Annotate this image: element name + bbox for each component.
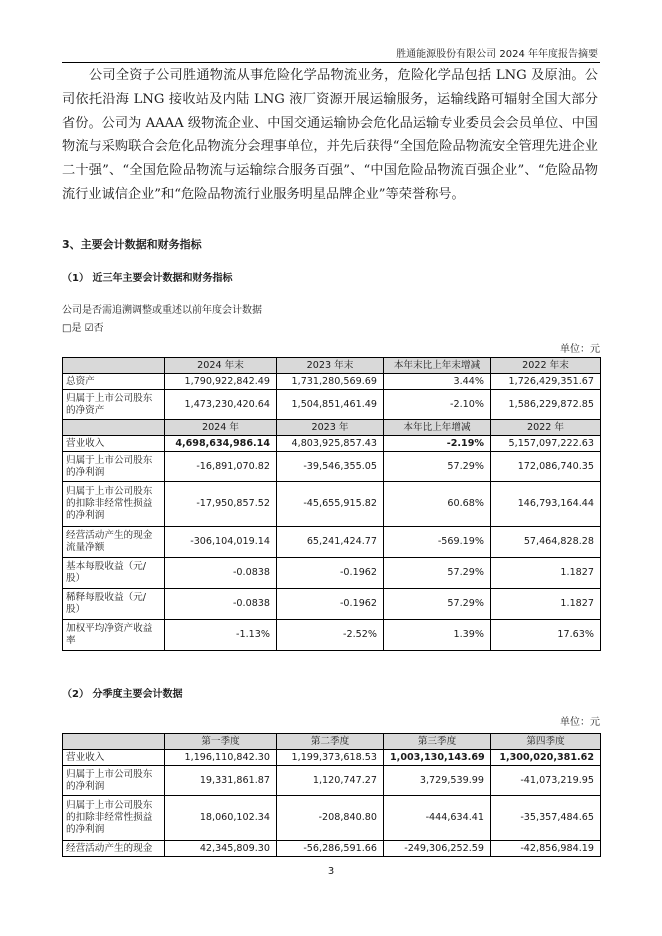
header-cell: 第二季度: [277, 734, 384, 750]
row-label: 经营活动产生的现金流量净额: [63, 527, 165, 558]
value-cell: -45,655,915.82: [277, 482, 384, 527]
subsection-title-quarterly: （2） 分季度主要会计数据: [62, 689, 183, 700]
value-cell: -2.10%: [384, 390, 491, 420]
row-label: 营业收入: [63, 750, 165, 766]
value-cell: 1,731,280,569.69: [277, 374, 384, 390]
table-header-row: [63, 358, 601, 374]
row-label: 归属于上市公司股东的净利润: [63, 766, 165, 796]
row-label: 总资产: [63, 374, 165, 390]
value-cell: -41,073,219.95: [491, 766, 601, 796]
table-row: [63, 374, 601, 390]
header-cell: 2024 年: [165, 420, 277, 436]
restate-answer-checkbox: □是 ☑否: [62, 323, 104, 334]
page-number: 3: [327, 866, 335, 877]
subsection-title-annual: （1） 近三年主要会计数据和财务指标: [62, 273, 233, 284]
value-cell: -0.0838: [165, 558, 277, 589]
table-row: [63, 841, 601, 857]
annual-financial-table: [62, 357, 601, 651]
value-cell: 1,120,747.27: [277, 766, 384, 796]
value-cell: 3,729,539.99: [384, 766, 491, 796]
value-cell: -208,840.80: [277, 796, 384, 841]
value-cell: 57,464,828.28: [491, 527, 601, 558]
value-cell: 172,086,740.35: [491, 452, 601, 482]
value-cell: -0.1962: [277, 589, 384, 620]
value-cell: 1,586,229,872.85: [491, 390, 601, 420]
restate-question: 公司是否需追溯调整或重述以前年度会计数据: [62, 305, 262, 316]
value-cell: -569.19%: [384, 527, 491, 558]
value-cell: 1,300,020,381.62: [491, 750, 601, 766]
value-cell: 4,698,634,986.14: [165, 436, 277, 452]
value-cell: 4,803,925,857.43: [277, 436, 384, 452]
value-cell: -249,306,252.59: [384, 841, 491, 857]
row-label: 营业收入: [63, 436, 165, 452]
table-header-row: [63, 420, 601, 436]
header-cell: [63, 734, 165, 750]
row-label: 加权平均净资产收益率: [63, 620, 165, 651]
table-row: [63, 482, 601, 527]
header-cell: 2023 年: [277, 420, 384, 436]
value-cell: -17,950,857.52: [165, 482, 277, 527]
quarterly-financial-table: [62, 733, 601, 857]
row-label: 经营活动产生的现金: [63, 841, 165, 857]
header-cell: 2022 年末: [491, 358, 601, 374]
header-cell: 本年末比上年末增减: [384, 358, 491, 374]
value-cell: 1.1827: [491, 589, 601, 620]
value-cell: 1.39%: [384, 620, 491, 651]
value-cell: -1.13%: [165, 620, 277, 651]
page-header: [62, 0, 600, 63]
value-cell: 1,199,373,618.53: [277, 750, 384, 766]
company-intro-paragraph: 公司全资子公司胜通物流从事危险化学品物流业务，危险化学品包括 LNG 及原油。公司依托沿海 LNG 接收站及内陆 LNG 液厂资源开展运输服务，运输线路可辐射全国大部分省份。公司为 AAAA 级物流企业、中国交通运输协会危化品运输专业委员会会员单位、中国物流与采购联合会危化品物流分会理事单位，并先后获得“全国危险品物流安全管理先进企业二十强”、“全国危险品物流与运输综合服务百强”、“中国危险品物流百强企业”、“危险品物流行业诚信企业”和“危险品物流行业服务明星品牌企业”等荣誉称号。: [62, 68, 598, 202]
value-cell: 65,241,424.77: [277, 527, 384, 558]
table-row: [63, 750, 601, 766]
unit-label: 单位：元: [560, 344, 600, 355]
table-row: [63, 796, 601, 841]
table-header-row: [63, 734, 601, 750]
value-cell: -444,634.41: [384, 796, 491, 841]
report-header-title: 胜通能源股份有限公司 2024 年年度报告摘要: [396, 49, 598, 60]
value-cell: 1,726,429,351.67: [491, 374, 601, 390]
table-row: [63, 527, 601, 558]
table-row: [63, 436, 601, 452]
header-cell: 第一季度: [165, 734, 277, 750]
value-cell: 57.29%: [384, 452, 491, 482]
row-label: 归属于上市公司股东的净利润: [63, 452, 165, 482]
table-row: [63, 589, 601, 620]
value-cell: 57.29%: [384, 558, 491, 589]
value-cell: 19,331,861.87: [165, 766, 277, 796]
value-cell: -2.19%: [384, 436, 491, 452]
value-cell: -2.52%: [277, 620, 384, 651]
header-cell: 2023 年末: [277, 358, 384, 374]
value-cell: 1,473,230,420.64: [165, 390, 277, 420]
header-cell: 第三季度: [384, 734, 491, 750]
table-row: [63, 766, 601, 796]
table-row: [63, 558, 601, 589]
value-cell: -306,104,019.14: [165, 527, 277, 558]
header-cell: [63, 420, 165, 436]
header-cell: [63, 358, 165, 374]
value-cell: 57.29%: [384, 589, 491, 620]
value-cell: 1,196,110,842.30: [165, 750, 277, 766]
value-cell: 1.1827: [491, 558, 601, 589]
value-cell: 1,790,922,842.49: [165, 374, 277, 390]
table-row: [63, 390, 601, 420]
value-cell: -56,286,591.66: [277, 841, 384, 857]
row-label: 基本每股收益（元/股）: [63, 558, 165, 589]
value-cell: -42,856,984.19: [491, 841, 601, 857]
row-label: 稀释每股收益（元/股）: [63, 589, 165, 620]
table-row: [63, 620, 601, 651]
value-cell: -0.1962: [277, 558, 384, 589]
header-cell: 第四季度: [491, 734, 601, 750]
value-cell: 17.63%: [491, 620, 601, 651]
table-row: [63, 452, 601, 482]
unit-label: 单位：元: [560, 717, 600, 728]
value-cell: 3.44%: [384, 374, 491, 390]
section-title: 3、主要会计数据和财务指标: [62, 238, 202, 251]
value-cell: 146,793,164.44: [491, 482, 601, 527]
value-cell: 42,345,809.30: [165, 841, 277, 857]
value-cell: 1,003,130,143.69: [384, 750, 491, 766]
row-label: 归属于上市公司股东的净资产: [63, 390, 165, 420]
header-cell: 本年比上年增减: [384, 420, 491, 436]
value-cell: 60.68%: [384, 482, 491, 527]
value-cell: 5,157,097,222.63: [491, 436, 601, 452]
value-cell: -39,546,355.05: [277, 452, 384, 482]
header-cell: 2022 年: [491, 420, 601, 436]
value-cell: -0.0838: [165, 589, 277, 620]
row-label: 归属于上市公司股东的扣除非经常性损益的净利润: [63, 796, 165, 841]
value-cell: 18,060,102.34: [165, 796, 277, 841]
header-cell: 2024 年末: [165, 358, 277, 374]
value-cell: 1,504,851,461.49: [277, 390, 384, 420]
row-label: 归属于上市公司股东的扣除非经常性损益的净利润: [63, 482, 165, 527]
value-cell: -35,357,484.65: [491, 796, 601, 841]
value-cell: -16,891,070.82: [165, 452, 277, 482]
